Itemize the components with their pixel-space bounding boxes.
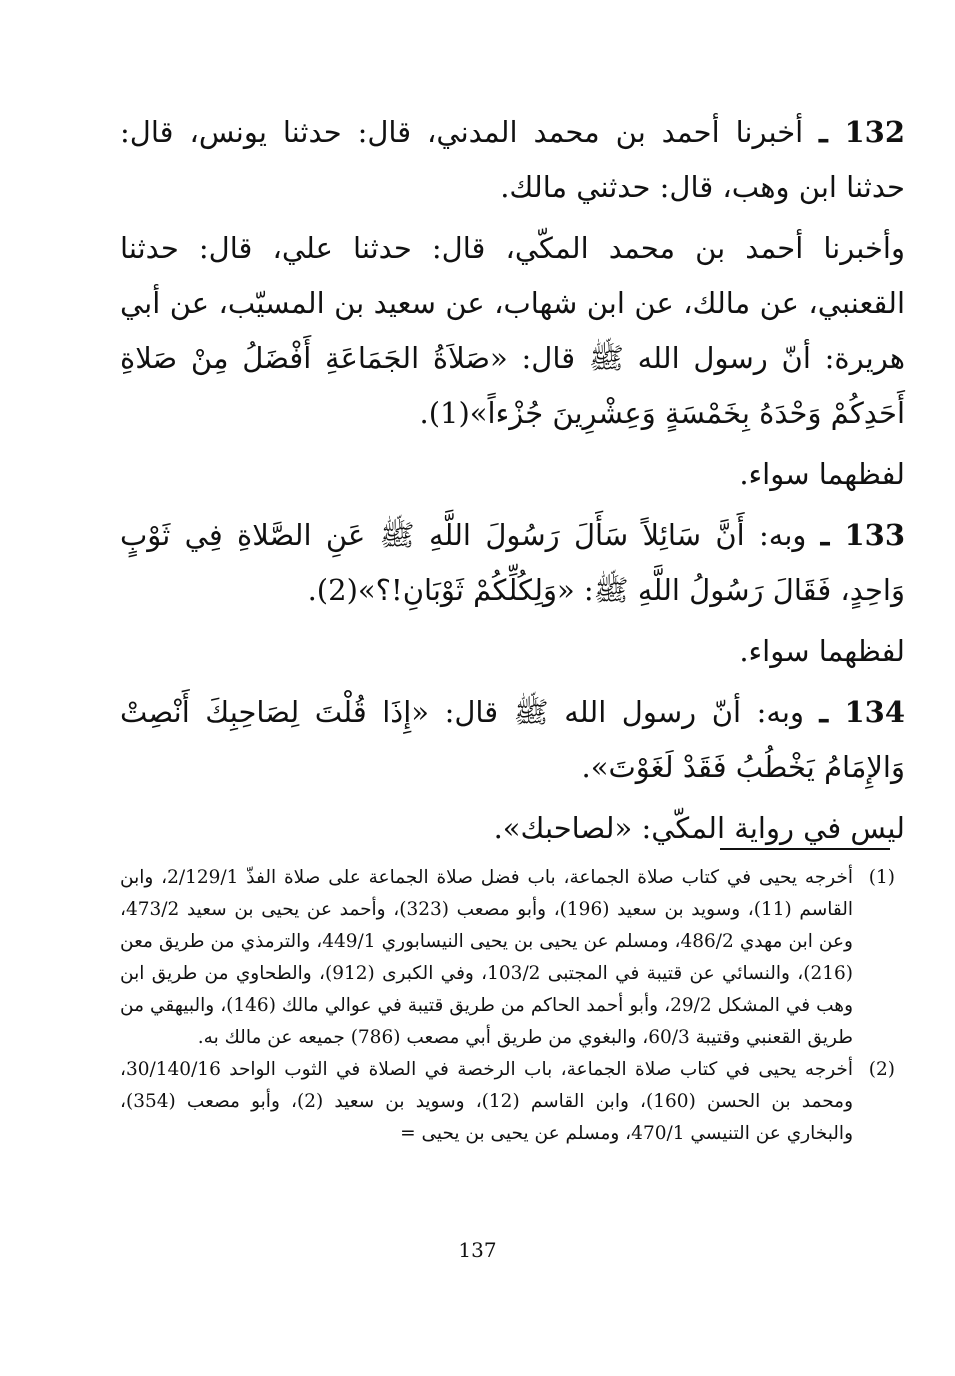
footnote-1 <box>120 862 895 1054</box>
hadith-text: أخبرنا أحمد بن محمد المدني، قال: حدثنا يونس، قال: حدثنا ابن وهب، قال: حدثني مالك. <box>120 115 905 204</box>
hadith-text: وأخبرنا أحمد بن محمد المكّي، قال: حدثنا علي، قال: حدثنا القعنبي، عن مالك، عن ابن شهاب، عن سعيد بن المسيّب، عن أبي هريرة: أنّ رسول الله ﷺ قال: «صَلاَةُ الجَمَاعَةِ أَفْضَلُ مِنْ صَلاةِ أَحَدِكُمْ وَحْدَهُ بِخَمْسَةٍ وَعِشْرِينَ جُزْءاً»(1). <box>120 231 905 430</box>
wording-note <box>120 447 905 502</box>
footnotes <box>120 862 895 1150</box>
footnote-text: أخرجه يحيى في كتاب صلاة الجماعة، باب الرخصة في الصلاة في الثوب الواحد 30/140/16، ومحمد بن الحسن (160)، وابن القاسم (12)، وسويد بن سعيد (2)، وأبو مصعب (354)، والبخاري عن التنيسي 470/1، ومسلم عن يحيى بن يحيى = <box>120 1059 854 1144</box>
hadith-133 <box>120 508 905 618</box>
page-number: 137 <box>458 1238 497 1262</box>
hadith-132-second-chain <box>120 221 905 441</box>
footnote-separator <box>720 848 890 850</box>
hadith-134 <box>120 685 905 795</box>
footnote-text: أخرجه يحيى في كتاب صلاة الجماعة، باب فضل صلاة الجماعة على صلاة الفذّ 2/129/1، وابن القاسم (11)، وسويد بن سعيد (196)، وأبو مصعب (323)، وأحمد عن يحيى بن سعيد 473/2، وعن ابن مهدي 486/2، ومسلم عن يحيى بن يحيى النيسابوري 449/1، والترمذي من طريق معن (216)، والنسائي عن قتيبة في المجتبى 103/2، وفي الكبرى (912)، والطحاوي من طريق ابن وهب في المشكل 29/2، وأبو أحمد الحاكم من طريق قتيبة في عوالي مالك (146)، والبيهقي من طريق القعنبي وقتيبة 60/3، والبغوي من طريق أبي مصعب (786) جميعه عن مالك به. <box>120 867 853 1048</box>
hadith-text: وبه: أَنَّ سَائِلاً سَأَلَ رَسُولَ اللَّهِ ﷺ عَنِ الصَّلاةِ فِي ثَوْبٍ وَاحِدٍ، فَقَالَ رَسُولُ اللَّهِ ﷺ: «وَلِكُلِّكُمْ ثَوْبَانِ!؟»(2). <box>120 518 905 607</box>
hadith-number: 133 ـ <box>820 518 906 552</box>
footnote-mark: (2) <box>868 1059 895 1080</box>
footnote-mark: (1) <box>868 867 895 888</box>
main-text <box>120 105 905 856</box>
hadith-132 <box>120 105 905 215</box>
note-text: ليس في رواية المكّي: «لصاحبك». <box>493 811 905 845</box>
wording-note <box>120 624 905 679</box>
hadith-number: 134 ـ <box>819 695 906 729</box>
footnote-2 <box>120 1054 895 1150</box>
hadith-number: 132 ـ <box>819 115 906 149</box>
hadith-text: وبه: أنّ رسول الله ﷺ قال: «إِذَا قُلْتَ لِصَاحِبِكَ أَنْصِتْ وَالإِمَامُ يَخْطُبُ فَقَدْ لَغَوْتَ». <box>120 695 905 784</box>
note-text: لفظهما سواء. <box>739 634 905 668</box>
note-text: لفظهما سواء. <box>739 457 905 491</box>
